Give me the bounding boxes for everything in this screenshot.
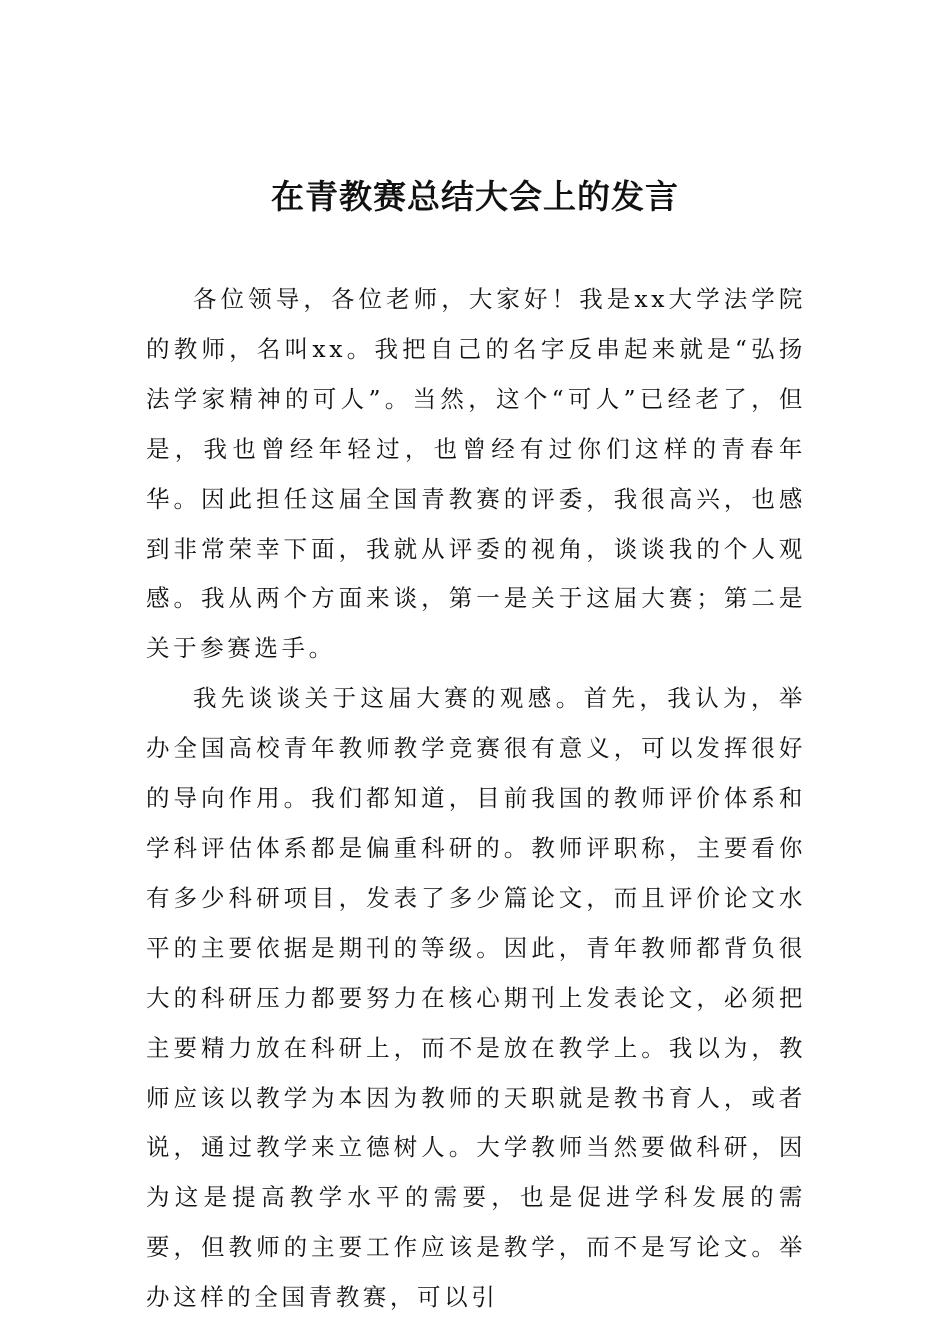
paragraph-2: 我先谈谈关于这届大赛的观感。首先，我认为，举办全国高校青年教师教学竞赛很有意义，可以发挥很好的导向作用。我们都知道，目前我国的教师评价体系和学科评估体系都是偏重科研的。教师评职称，主要看你有多少科研项目，发表了多少篇论文，而且评价论文水平的主要依据是期刊的等级。因此，青年教师都背负很大的科研压力都要努力在核心期刊上发表论文，必须把主要精力放在科研上，而不是放在教学上。我以为，教师应该以教学为本因为教师的天职就是教书育人，或者说，通过教学来立德树人。大学教师当然要做科研，因为这是提高教学水平的需要，也是促进学科发展的需要，但教师的主要工作应该是教学，而不是写论文。举办这样的全国青教赛，可以引 [146,684,806,1312]
document-body [146,275,806,1323]
paragraph-1: 各位领导，各位老师，大家好！我是xx大学法学院的教师，名叫xx。我把自己的名字反串起来就是“弘扬法学家精神的可人”。当然，这个“可人”已经老了，但是，我也曾经年轻过，也曾经有过你们这样的青春年华。因此担任这届全国青教赛的评委，我很高兴，也感到非常荣幸下面，我就从评委的视角，谈谈我的个人观感。我从两个方面来谈，第一是关于这届大赛；第二是关于参赛选手。 [146,285,806,663]
document-title: 在青教赛总结大会上的发言 [271,177,679,216]
